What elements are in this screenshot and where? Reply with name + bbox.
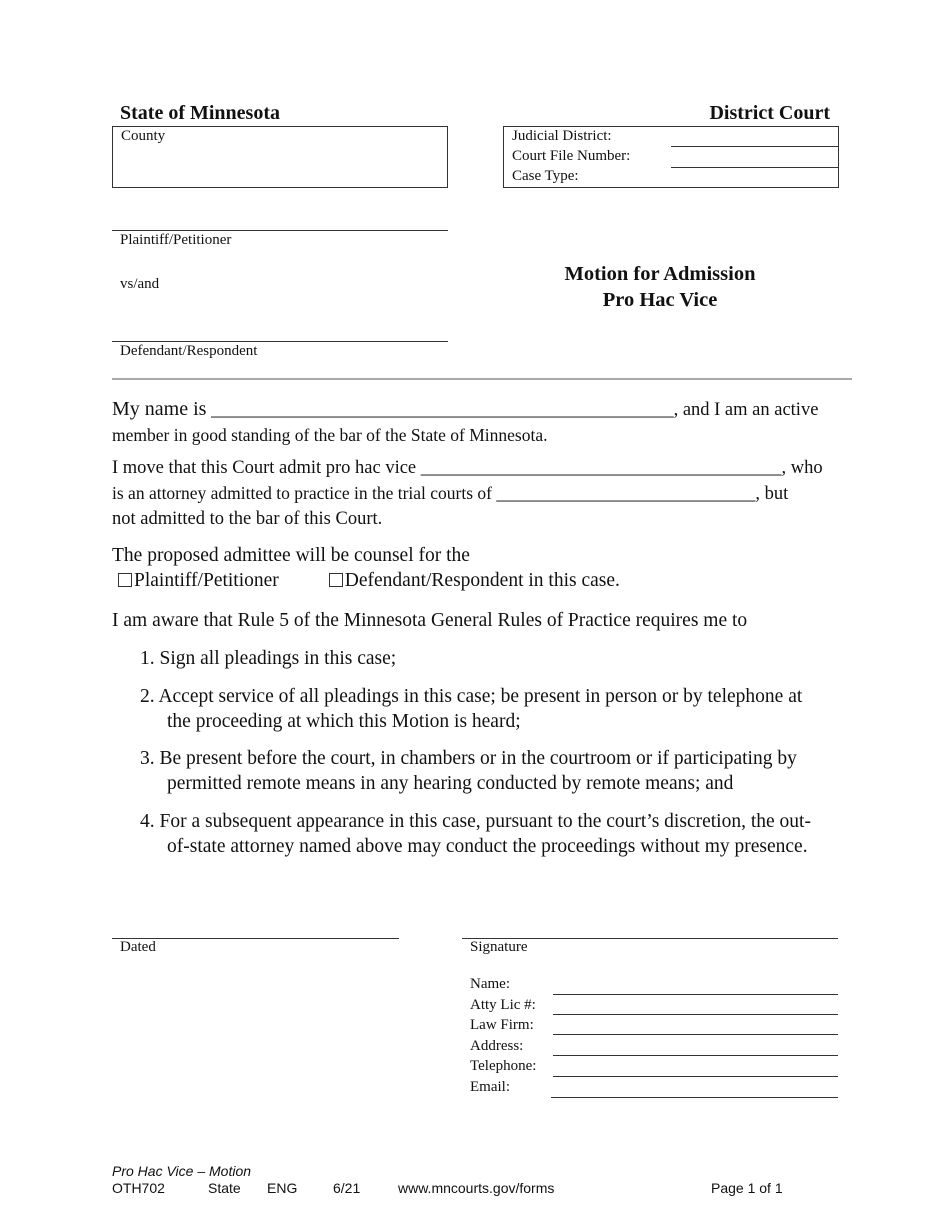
atty-lic-field[interactable] bbox=[553, 1014, 838, 1015]
item-3-num: 3. bbox=[140, 748, 155, 769]
item-2-num: 2. bbox=[140, 686, 155, 707]
footer-language: ENG bbox=[267, 1180, 298, 1196]
name-field[interactable] bbox=[553, 994, 838, 995]
p1-line2: member in good standing of the bar of the State of Minnesota. bbox=[112, 425, 548, 445]
footer-jurisdiction: State bbox=[208, 1180, 241, 1196]
p2-line2-start: is an attorney admitted to practice in the trial courts of bbox=[112, 483, 493, 503]
section-divider bbox=[112, 378, 852, 380]
defendant-option-label: Defendant/Respondent in this case. bbox=[344, 570, 620, 591]
p2-start: I move that this Court admit pro hac vice bbox=[112, 458, 417, 478]
item-4 bbox=[140, 809, 850, 859]
admittee-name-blank[interactable]: _______________________________________ bbox=[420, 458, 782, 478]
item-3 bbox=[140, 746, 850, 796]
case-info-box bbox=[503, 126, 839, 188]
item-3-line2: permitted remote means in any hearing conducted by remote means; and bbox=[167, 773, 734, 794]
title-line-2: Pro Hac Vice bbox=[602, 289, 718, 311]
atty-lic-label: Atty Lic #: bbox=[470, 997, 536, 1013]
motion-title bbox=[480, 261, 840, 313]
email-label: Email: bbox=[470, 1079, 510, 1095]
attorney-name-blank[interactable]: __________________________________________________ bbox=[211, 400, 674, 420]
p1-start: My name is bbox=[112, 398, 207, 420]
footer-website-link[interactable]: www.mncourts.gov/forms bbox=[398, 1180, 555, 1196]
item-2-line1: Accept service of all pleadings in this case; be present in person or by telephone at bbox=[158, 686, 803, 707]
admitted-state-blank[interactable]: ____________________________ bbox=[496, 484, 756, 504]
name-label: Name: bbox=[470, 976, 510, 992]
p2-who: , who bbox=[781, 458, 823, 478]
item-4-num: 4. bbox=[140, 811, 155, 832]
state-heading: State of Minnesota bbox=[120, 102, 280, 124]
court-file-number-label: Court File Number: bbox=[512, 148, 631, 164]
p2-but: , but bbox=[755, 484, 789, 504]
county-box[interactable] bbox=[112, 126, 448, 188]
defendant-label: Defendant/Respondent bbox=[120, 343, 258, 359]
defendant-line[interactable] bbox=[112, 341, 448, 342]
footer-revision: 6/21 bbox=[333, 1180, 361, 1196]
p4-text: I am aware that Rule 5 of the Minnesota General Rules of Practice requires me to bbox=[112, 610, 748, 631]
paragraph-counsel bbox=[112, 543, 852, 593]
vs-label: vs/and bbox=[120, 276, 160, 292]
footer-form-title: Pro Hac Vice – Motion bbox=[112, 1163, 252, 1179]
address-label: Address: bbox=[470, 1038, 524, 1054]
item-1 bbox=[140, 646, 850, 671]
signature-label: Signature bbox=[470, 939, 528, 955]
court-file-number-field[interactable] bbox=[671, 148, 839, 168]
court-heading: District Court bbox=[709, 102, 830, 124]
judicial-district-label: Judicial District: bbox=[512, 128, 612, 144]
item-4-line1: For a subsequent appearance in this case, pursuant to the court’s discretion, the out- bbox=[159, 811, 811, 832]
law-firm-field[interactable] bbox=[553, 1034, 838, 1035]
county-label: County bbox=[121, 128, 166, 144]
plaintiff-line[interactable] bbox=[112, 230, 448, 231]
item-1-text: Sign all pleadings in this case; bbox=[159, 648, 397, 669]
p2-line3: not admitted to the bar of this Court. bbox=[112, 509, 383, 529]
email-field[interactable] bbox=[551, 1097, 838, 1098]
paragraph-name bbox=[112, 397, 852, 448]
case-type-field[interactable] bbox=[671, 168, 839, 187]
plaintiff-checkbox[interactable] bbox=[118, 573, 132, 587]
plaintiff-option-label: Plaintiff/Petitioner bbox=[134, 570, 279, 591]
dated-label: Dated bbox=[120, 939, 156, 955]
p3-line1: The proposed admittee will be counsel for the bbox=[112, 545, 470, 566]
footer-page-number: Page 1 of 1 bbox=[711, 1180, 783, 1196]
telephone-field[interactable] bbox=[553, 1076, 838, 1077]
title-line-1: Motion for Admission bbox=[564, 263, 756, 285]
item-2-line2: the proceeding at which this Motion is heard; bbox=[167, 711, 521, 732]
item-4-line2: of-state attorney named above may conduct the proceedings without my presence. bbox=[167, 836, 808, 857]
case-type-label: Case Type: bbox=[512, 168, 579, 184]
telephone-label: Telephone: bbox=[470, 1058, 537, 1074]
p1-end: , and I am an active bbox=[673, 400, 819, 420]
address-field[interactable] bbox=[553, 1055, 838, 1056]
law-firm-label: Law Firm: bbox=[470, 1017, 534, 1033]
paragraph-motion bbox=[112, 456, 852, 532]
footer-form-code: OTH702 bbox=[112, 1180, 165, 1196]
defendant-checkbox[interactable] bbox=[329, 573, 343, 587]
item-2 bbox=[140, 684, 850, 734]
judicial-district-field[interactable] bbox=[671, 127, 839, 147]
item-3-line1: Be present before the court, in chambers or in the courtroom or if participating by bbox=[159, 748, 797, 769]
plaintiff-label: Plaintiff/Petitioner bbox=[120, 232, 232, 248]
item-1-num: 1. bbox=[140, 648, 155, 669]
